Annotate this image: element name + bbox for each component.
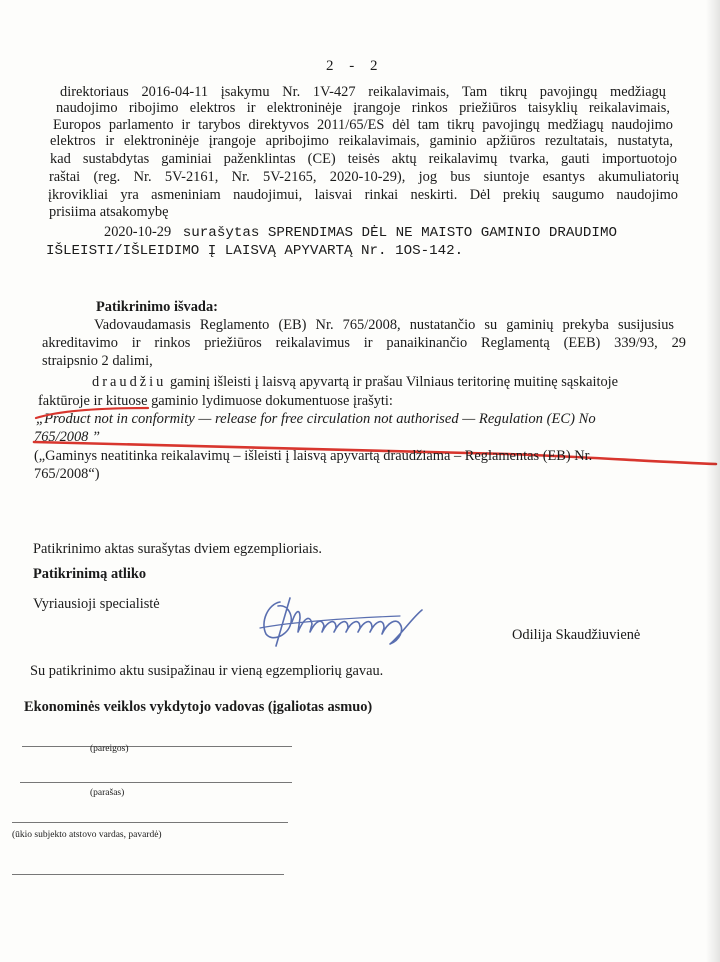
position-caption: (pareigos) (90, 744, 129, 754)
paragraph-line: raštai (reg. Nr. 5V-2161, Nr. 5V-2165, 2020-10-29), jog bus siuntoje esantys akumuliatorių (49, 169, 679, 185)
conclusion-line: akreditavimo ir rinkos priežiūros reikalavimus ir panaikinančio Reglamentą (EEB) 339/93, 29 (42, 335, 686, 351)
signature-caption: (parašas) (90, 788, 125, 798)
quote-lithuanian: („Gaminys neatitinka reikalavimų – išleisti į laisvą apyvartą draudžiama – Reglamentas (EB) Nr. (34, 448, 593, 464)
manager-heading: Ekonominės veiklos vykdytojo vadovas (įgaliotas asmuo) (24, 699, 373, 715)
prohibit-line (92, 374, 618, 391)
paragraph-line: direktoriaus 2016-04-11 įsakymu Nr. 1V-427 reikalavimais, Tam tikrų pavojingų medžiagų (60, 84, 666, 100)
name-caption: (ūkio subjekto atstovo vardas, pavardė) (12, 830, 162, 840)
conclusion-line: straipsnio 2 dalimi, (42, 353, 153, 369)
quote-english-2: 765/2008 ” (34, 429, 100, 445)
decision-text-2: IŠLEISTI/IŠLEIDIMO Į LAISVĄ APYVARTĄ Nr. 1OS-142. (46, 243, 464, 259)
paragraph-line: elektros ir elektroninėje įrangoje apribojimo reikalavimais, gaminio apžiūros rezultatais, nustatyta, (50, 133, 673, 149)
prohibit-line-2: faktūroje ir kituose gaminio lydimuose dokumentuose įrašyti: (38, 393, 393, 409)
decision-date: 2020-10-29 (104, 224, 172, 240)
performed-by-label: Patikrinimą atliko (33, 566, 147, 582)
decision-line (104, 224, 617, 242)
handwritten-signature (250, 588, 430, 652)
prohibit-text: gaminį išleisti į laisvą apyvartą ir prašau Vilniaus teritorinę muitinę sąskaitoje (169, 374, 619, 390)
quote-lithuanian-2: 765/2008“) (34, 466, 100, 482)
signature-line (20, 782, 292, 783)
decision-text: surašytas SPRENDIMAS DĖL NE MAISTO GAMINIO DRAUDIMO (182, 225, 617, 241)
position-line (22, 746, 292, 747)
quote-english: „Product not in conformity — release for free circulation not authorised — Regulation (EC) No (36, 411, 596, 427)
act-copies-text: Patikrinimo aktas surašytas dviem egzemplioriais. (33, 541, 322, 557)
acknowledged-text: Su patikrinimo aktu susipažinau ir vieną egzempliorių gavau. (30, 663, 384, 679)
conclusion-heading: Patikrinimo išvada: (96, 299, 218, 315)
paragraph-line: įkrovikliai yra asmeniniam naudojimui, laisvai rinkai neskirti. Dėl prekių saugumo naudojimo (48, 187, 678, 203)
page-number: 2 - 2 (326, 58, 384, 74)
page-edge-shadow (706, 0, 720, 962)
name-line (12, 822, 288, 823)
conclusion-line: Vadovaudamasis Reglamento (EB) Nr. 765/2008, nustatančio su gaminių prekyba susijusius (94, 317, 674, 333)
prohibit-word: draudžiu (92, 374, 167, 390)
paragraph-line: prisiima atsakomybę (49, 204, 169, 220)
extra-line (12, 874, 284, 875)
paragraph-line: naudojimo ribojimo elektros ir elektroninėje įrangoje rinkos priežiūros taisyklių reikalavimais, (56, 100, 670, 116)
paragraph-line: Europos parlamento ir tarybos direktyvos 2011/65/ES dėl tam tikrų pavojingų medžiagų naudojimo (53, 117, 673, 133)
position-label: Vyriausioji specialistė (33, 596, 160, 612)
inspector-name: Odilija Skaudžiuvienė (512, 627, 641, 643)
paragraph-line: kad sustabdytas gaminiai paženklintas (CE) teisės aktų reikalavimų tvarka, gauti importuotojo (50, 151, 677, 167)
